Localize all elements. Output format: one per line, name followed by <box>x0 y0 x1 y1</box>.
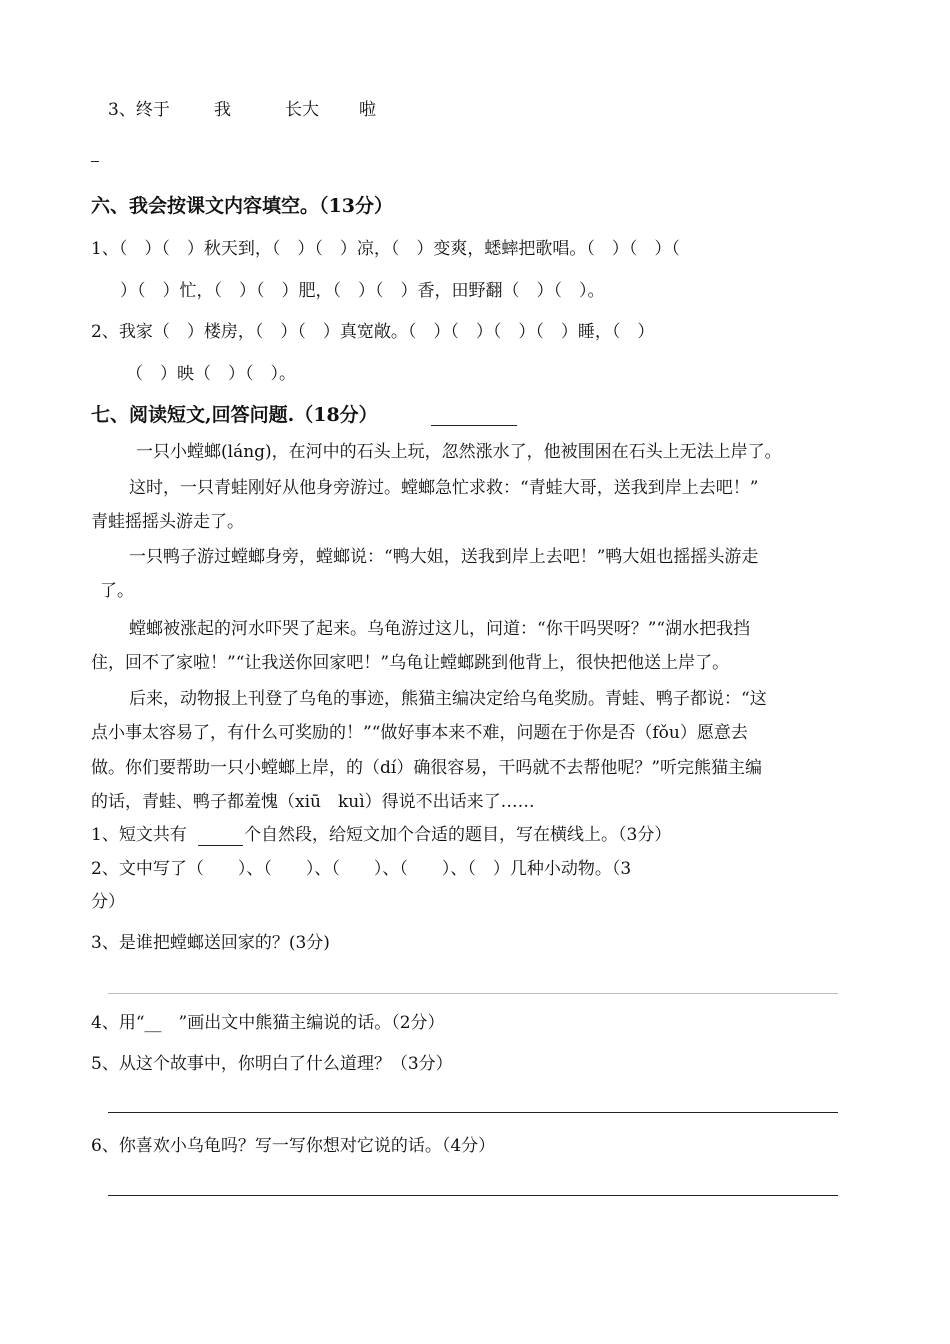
passage-para-3-line1: 一只鸭子游过螳螂身旁，螳螂说：“鸭大姐，送我到岸上去吧！”鸭大姐也摇摇头游走 <box>129 547 759 567</box>
question-1-part-b: 个自然段，给短文加个合适的题目，写在横线上。（3分） <box>244 825 672 845</box>
question-6-answer-line[interactable] <box>108 1195 838 1196</box>
title-answer-line <box>431 425 517 426</box>
q3-word-order-number: 3、终于 <box>108 100 170 120</box>
passage-para-5-line2: 点小事太容易了，有什么可奖励的！”“做好事本来不难，问题在于你是否（fǒu）愿意去 <box>91 723 748 743</box>
question-5: 5、从这个故事中，你明白了什么道理？（3分） <box>91 1054 453 1074</box>
question-2-line2: 分） <box>91 892 125 912</box>
passage-para-2-line2: 青蛙摇摇头游走了。 <box>91 512 244 532</box>
q3-word-3: 啦 <box>359 100 376 120</box>
passage-para-5-line4: 的话，青蛙、鸭子都羞愧（xiū kuì）得说不出话来了…… <box>91 792 535 812</box>
section-7-heading: 七、阅读短文,回答问题.（18分） <box>91 404 378 426</box>
sec6-q1-line2: ）（ ）忙，（ ）（ ）肥，（ ）（ ）香，田野翻（ ）（ ）。 <box>120 281 605 301</box>
passage-para-5-line3: 做。你们要帮助一只小螳螂上岸，的（dí）确很容易，干吗就不去帮他呢？”听完熊猫主编 <box>91 758 763 778</box>
question-6: 6、你喜欢小乌龟吗？写一写你想对它说的话。（4分） <box>91 1136 496 1156</box>
question-3: 3、是谁把螳螂送回家的？(3分) <box>91 933 330 953</box>
question-4: 4、用“__ ”画出文中熊猫主编说的话。（2分） <box>91 1013 445 1033</box>
passage-para-4-line1: 螳螂被涨起的河水吓哭了起来。乌龟游过这儿，问道：“你干吗哭呀？”“湖水把我挡 <box>129 619 751 639</box>
q3-word-1: 我 <box>214 100 231 120</box>
sec6-q1-line1: 1、（ ）（ ）秋天到，（ ）（ ）凉，（ ）变爽，蟋蟀把歌唱。（ ）（ ）（ <box>91 239 680 259</box>
question-1-part-a: 1、短文共有 <box>91 825 187 845</box>
section-6-heading: 六、我会按课文内容填空。（13分） <box>91 195 393 217</box>
passage-para-5-line1: 后来，动物报上刊登了乌龟的事迹，熊猫主编决定给乌龟奖励。青蛙、鸭子都说：“这 <box>129 689 767 709</box>
passage-para-4-line2: 住，回不了家啦！”“让我送你回家吧！”乌龟让螳螂跳到他背上，很快把他送上岸了。 <box>91 653 730 673</box>
passage-para-1: 一只小螳螂(láng)，在河中的石头上玩，忽然涨水了，他被围困在石头上无法上岸了。 <box>136 442 782 462</box>
q3-word-2: 长大 <box>285 100 319 120</box>
answer-line-stub <box>91 161 99 162</box>
question-2-line1: 2、文中写了（ ）、（ ）、（ ）、（ ）、（ ）几种小动物。（3 <box>91 859 632 879</box>
question-3-answer-line[interactable] <box>108 993 838 994</box>
passage-para-2-line1: 这时，一只青蛙刚好从他身旁游过。螳螂急忙求救：“青蛙大哥，送我到岸上去吧！” <box>129 478 759 498</box>
sec6-q2-line2: （ ）映（ ）（ ）。 <box>126 364 296 384</box>
sec6-q2-line1: 2、我家（ ）楼房，（ ）（ ）真宽敞。（ ）（ ）（ ）（ ）睡，（ ） <box>91 322 655 342</box>
passage-para-3-line2: 了。 <box>100 581 134 601</box>
question-5-answer-line[interactable] <box>108 1112 838 1113</box>
question-1-blank[interactable] <box>198 845 243 846</box>
